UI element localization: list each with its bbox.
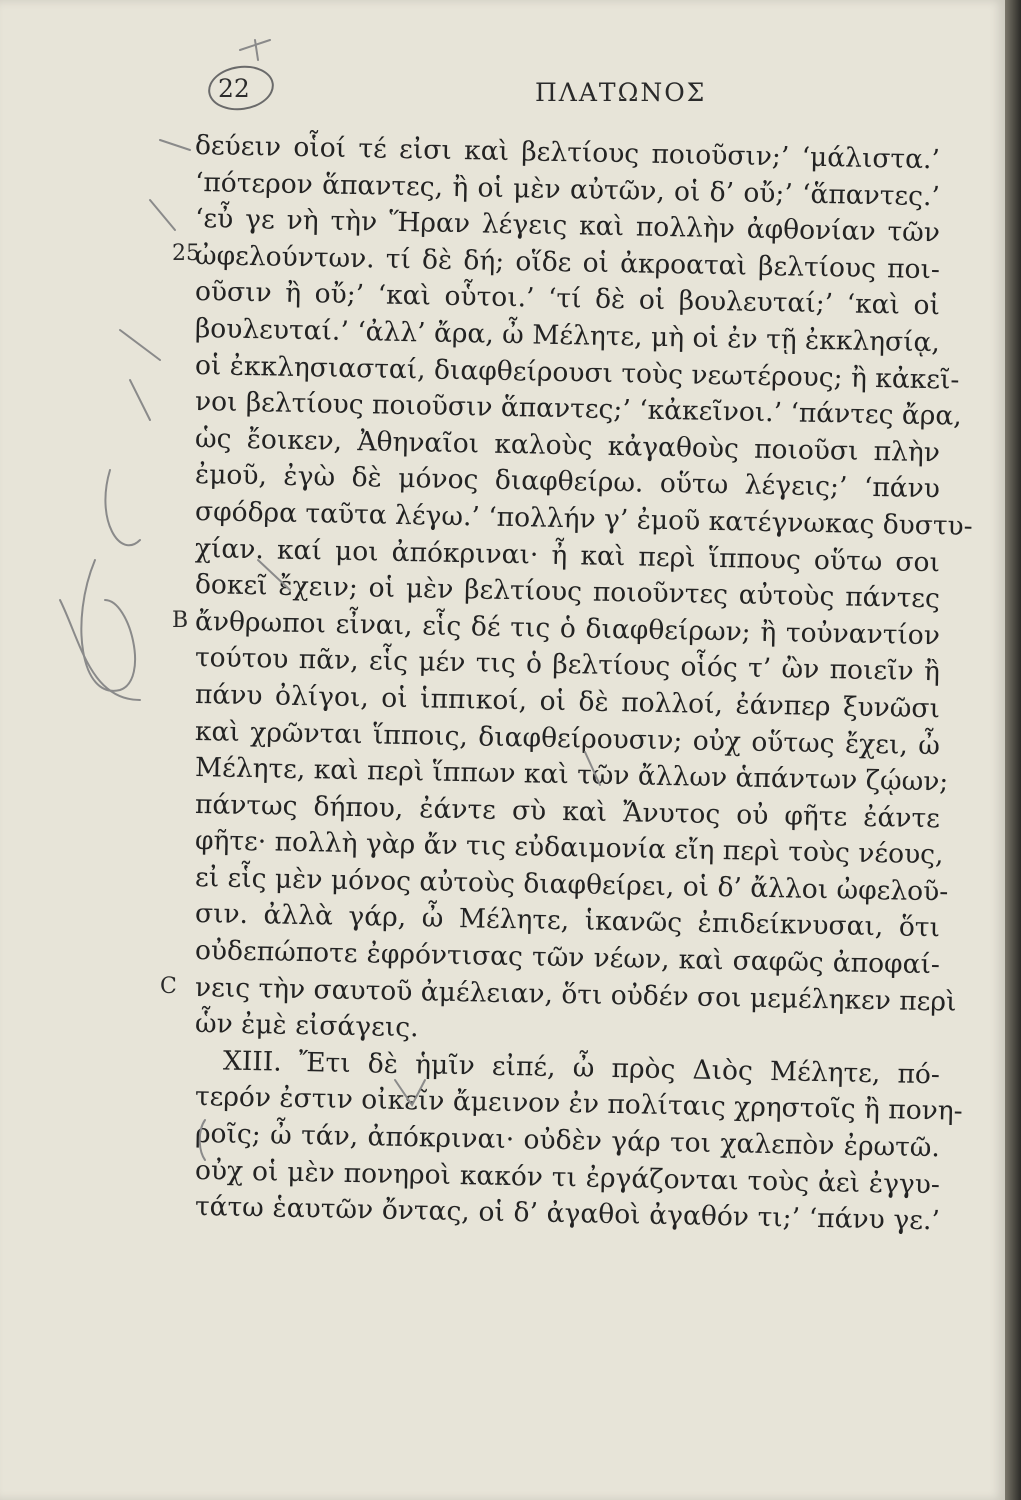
text-line: ἐμοῦ, ἐγὼ δὲ μόνος διαφθείρω. οὕτω λέγεις;’ ‘πάνυ — [194, 459, 941, 505]
text-line: εἰ εἷς μὲν μόνος αὐτοὺς διαφθείρει, οἱ δ’ ἄλλοι ὠφελοῦ- — [194, 861, 949, 908]
text-line: σιν. ἀλλὰ γάρ, ὦ Μέλητε, ἱκανῶς ἐπιδείκνυσαι, ὅτι — [194, 898, 941, 944]
text-line: ροῖς; ὦ τάν, ἀπόκριναι· οὐδὲν γάρ τοι χαλεπὸν ἐρωτῶ. — [194, 1118, 941, 1164]
text-line: ἄνθρωποι εἶναι, εἷς δέ τις ὁ διαφθείρων; ἢ τοὐναντίον — [194, 605, 941, 652]
text-line: πάντως δήπου, ἐάντε σὺ καὶ Ἄνυτος οὐ φῆτε ἐάντε — [194, 788, 941, 834]
text-line: οὐδεπώποτε ἐφρόντισας τῶν νέων, καὶ σαφῶς ἀποφαί- — [194, 935, 941, 981]
text-line: Μέλητε, καὶ περὶ ἵππων καὶ τῶν ἄλλων ἁπάντων ζῴων; — [194, 752, 949, 798]
section-marker-c: C — [160, 974, 177, 999]
text-line: σφόδρα ταῦτα λέγω.’ ‘πολλήν γ’ ἐμοῦ κατέγνωκας δυστυ- — [194, 495, 973, 542]
text-line: χίαν. καί μοι ἀπόκριναι· ἦ καὶ περὶ ἵππους οὕτω σοι — [194, 532, 941, 578]
text-line: οἱ ἐκκλησιασταί, διαφθείρουσι τοὺς νεωτέρους; ἢ κἀκεῖ- — [194, 349, 960, 396]
text-line: ‘εὖ γε νὴ τὴν Ἥραν λέγεις καὶ πολλὴν ἀφθονίαν τῶν — [194, 203, 941, 249]
text-line: φῆτε· πολλὴ γὰρ ἄν τις εὐδαιμονία εἴη περὶ τοὺς νέους, — [194, 825, 944, 871]
text-line: τάτω ἑαυτῶν ὄντας, οἱ δ’ ἀγαθοὶ ἀγαθόν τι;’ ‘πάνυ γε.’ — [194, 1191, 941, 1237]
text-line: δεύειν οἷοί τέ εἰσι καὶ βελτίους ποιοῦσιν;’ ‘μάλιστα.’ — [194, 130, 941, 176]
text-line: καὶ χρῶνται ἵπποις, διαφθείρουσιν; οὐχ οὕτως ἔχει, ὦ — [194, 715, 941, 761]
text-line: τερόν ἐστιν οἰκεῖν ἄμεινον ἐν πολίταις χρηστοῖς ἢ πονη- — [194, 1081, 963, 1128]
text-line: ‘πότερον ἅπαντες, ἢ οἱ μὲν αὐτῶν, οἱ δ’ οὔ;’ ‘ἅπαντες.’ — [194, 166, 941, 212]
page-number: 22 — [218, 74, 250, 103]
text-line: ὡς ἔοικεν, Ἀθηναῖοι καλοὺς κἀγαθοὺς ποιοῦσι πλὴν — [194, 422, 941, 469]
text-line: ὠφελούντων. τί δὲ δή; οἵδε οἱ ἀκροαταὶ βελτίους ποι- — [194, 239, 941, 286]
text-line: οὐχ οἱ μὲν πονηροὶ κακόν τι ἐργάζονται τοὺς ἀεὶ ἐγγυ- — [194, 1154, 941, 1200]
text-line: πάνυ ὀλίγοι, οἱ ἱππικοί, οἱ δὲ πολλοί, ἐάνπερ ξυνῶσι — [194, 678, 941, 725]
body-text — [194, 128, 973, 1237]
text-line: νεις τὴν σαυτοῦ ἀμέλειαν, ὅτι οὐδέν σοι μεμέληκεν περὶ — [194, 971, 957, 1018]
pencil-stroke-top — [240, 40, 270, 60]
pencil-scribble-margin-lower — [60, 600, 140, 700]
line-number-25: 25 — [172, 241, 200, 266]
text-line: οῦσιν ἢ οὔ;’ ‘καὶ οὗτοι.’ ‘τί δὲ οἱ βουλευταί;’ ‘καὶ οἱ — [194, 276, 941, 322]
page-edge — [1005, 0, 1021, 1500]
text-line: νοι βελτίους ποιοῦσιν ἅπαντες;’ ‘κἀκεῖνοι.’ ‘πάντες ἄρα, — [194, 386, 963, 432]
running-head: ΠΛΑΤΩΝΟΣ — [535, 78, 707, 107]
text-line: ὧν ἐμὲ εἰσάγεις. — [194, 1008, 419, 1044]
text-line: δοκεῖ ἔχειν; οἱ μὲν βελτίους ποιοῦντες αὐτοὺς πάντες — [194, 569, 941, 615]
text-line: βουλευταί.’ ‘ἀλλ’ ἄρα, ὦ Μέλητε, μὴ οἱ ἐν τῇ ἐκκλησίᾳ, — [194, 312, 941, 359]
text-line: τούτου πᾶν, εἷς μέν τις ὁ βελτίους οἷός τ’ ὢν ποιεῖν ἢ — [194, 642, 941, 688]
section-marker-b: B — [172, 608, 189, 633]
page-header — [0, 74, 1005, 124]
section-heading-line: XIII. Ἔτι δὲ ἡμῖν εἰπέ, ὦ πρὸς Διὸς Μέλητε, πό- — [222, 1045, 941, 1091]
